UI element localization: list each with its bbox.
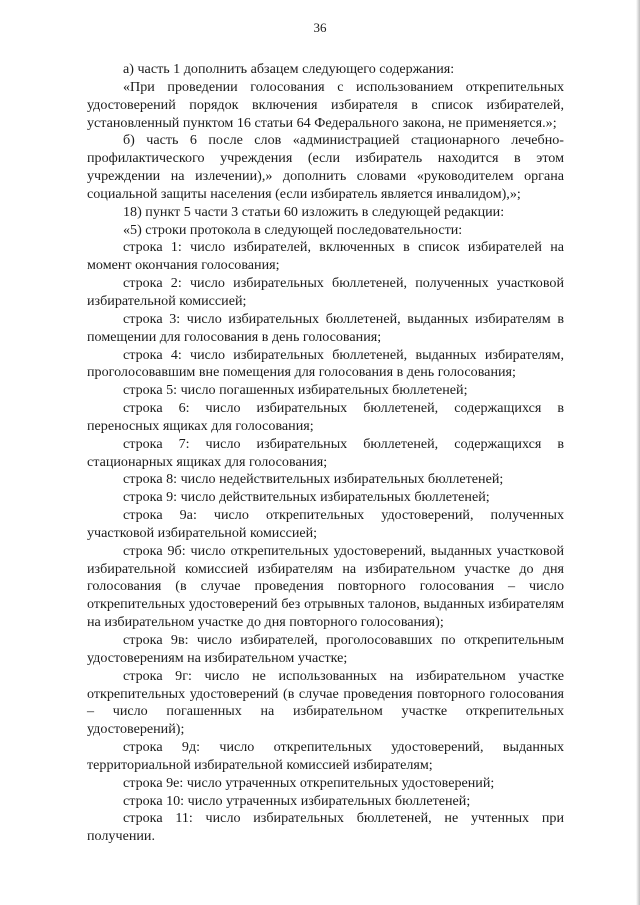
page-number: 36 bbox=[313, 20, 327, 35]
scan-edge-shadow bbox=[636, 0, 640, 905]
paragraph: строка 9г: число не использованных на избирательном участке открепительных удостоверений (в случае проведения повторного голосования – число погашенных на избирательном участке открепительных удостоверений); bbox=[87, 667, 564, 738]
paragraph: строка 11: число избирательных бюллетеней, не учтенных при получении. bbox=[87, 810, 564, 845]
paragraph: строка 8: число недействительных избирательных бюллетеней; bbox=[123, 471, 504, 488]
paragraph: строка 10: число утраченных избирательных бюллетеней; bbox=[123, 792, 471, 809]
paragraph: строка 6: число избирательных бюллетеней, содержащихся в переносных ящиках для голосования; bbox=[87, 400, 564, 434]
paragraph: строка 9д: число открепительных удостоверений, выданных территориальной избирательной комиссией избирателям; bbox=[87, 739, 564, 773]
paragraph: строка 3: число избирательных бюллетеней, выданных избирателям в помещении для голосования в день голосования; bbox=[87, 310, 564, 345]
paragraph: а) часть 1 дополнить абзацем следующего содержания: bbox=[123, 61, 455, 77]
paragraph: строка 9в: число избирателей, проголосовавших по открепительным удостоверениям на избирательном участке; bbox=[87, 632, 564, 666]
document-body bbox=[87, 61, 564, 846]
paragraph: строка 5: число погашенных избирательных бюллетеней; bbox=[123, 382, 468, 399]
paragraph: «5) строки протокола в следующей последовательности: bbox=[123, 221, 463, 238]
paragraph: строка 4: число избирательных бюллетеней, выданных избирателям, проголосовавшим вне помещения для голосования в день голосования; bbox=[87, 346, 564, 381]
paragraph: строка 2: число избирательных бюллетеней, полученных участковой избирательной комиссией; bbox=[87, 275, 564, 309]
paragraph: 18) пункт 5 части 3 статьи 60 изложить в следующей редакции: bbox=[123, 203, 505, 220]
paragraph: б) часть 6 после слов «администрацией стационарного лечебно-профилактического учреждения (если избиратель находится в этом учреждении на излечении),» дополнить словами «руководителем органа социальной защиты населения (если избиратель является инвалидом),»; bbox=[87, 132, 564, 202]
paragraph: строка 9: число действительных избирательных бюллетеней; bbox=[123, 489, 490, 506]
paragraph: строка 9б: число открепительных удостоверений, выданных участковой избирательной комиссией избирателям на избирательном участке до дня голосования (в случае проведения повторного голосования – число открепительных удостоверений без отрывных талонов, выданных избирателям на избирательном участке до дня повторного голосования); bbox=[87, 542, 564, 631]
paragraph: строка 9а: число открепительных удостоверений, полученных участковой избирательной комиссией; bbox=[87, 507, 564, 541]
paragraph: строка 1: число избирателей, включенных в список избирателей на момент окончания голосования; bbox=[87, 239, 564, 274]
paragraph: «При проведении голосования с использованием открепительных удостоверений порядок включения избирателя в список избирателей, установленный пунктом 16 статьи 64 Федерального закона, не применяется.»; bbox=[87, 78, 564, 131]
paragraph: строка 9е: число утраченных открепительных удостоверений; bbox=[123, 774, 495, 791]
paragraph: строка 7: число избирательных бюллетеней, содержащихся в стационарных ящиках для голосования; bbox=[87, 435, 564, 470]
